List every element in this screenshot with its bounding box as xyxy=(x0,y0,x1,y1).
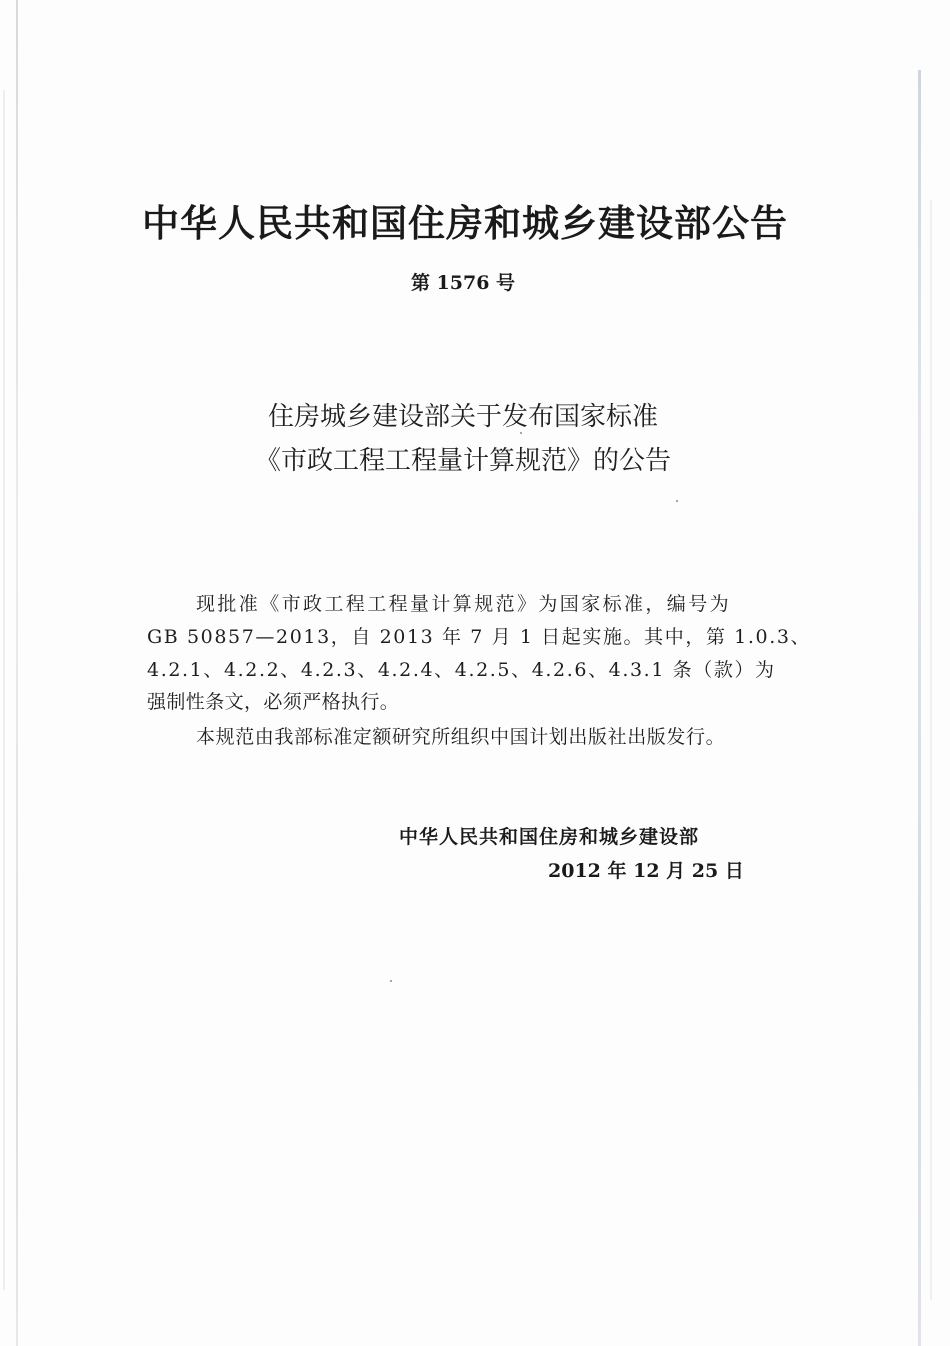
scan-edge-right xyxy=(918,70,921,1346)
notice-number: 第 1576 号 xyxy=(410,272,516,294)
body-line-3: 4.2.1、4.2.2、4.2.3、4.2.4、4.2.5、4.2.6、4.3.1 条（款）为 xyxy=(147,659,776,681)
issuer-title: 中华人民共和国住房和城乡建设部公告 xyxy=(142,202,788,245)
body-line-4: 强制性条文，必须严格执行。 xyxy=(147,691,400,713)
scan-speck xyxy=(390,980,392,982)
scan-speck xyxy=(676,500,678,502)
subject-line-1: 住房城乡建设部关于发布国家标准 xyxy=(267,402,658,432)
subject-line-2: 《市政工程工程量计算规范》的公告 xyxy=(254,446,671,476)
scan-edge-right-outer xyxy=(930,200,932,1300)
signature-department: 中华人民共和国住房和城乡建设部 xyxy=(399,826,700,848)
body-line-1: 现批准《市政工程工程量计算规范》为国家标准，编号为 xyxy=(196,593,732,615)
signature-date: 2012 年 12 月 25 日 xyxy=(548,860,744,882)
scan-speck xyxy=(520,432,522,434)
body-line-2: GB 50857—2013，自 2013 年 7 月 1 日起实施。其中，第 1.0.3、 xyxy=(147,626,812,648)
body-line-5: 本规范由我部标准定额研究所组织中国计划出版社出版发行。 xyxy=(196,726,726,748)
